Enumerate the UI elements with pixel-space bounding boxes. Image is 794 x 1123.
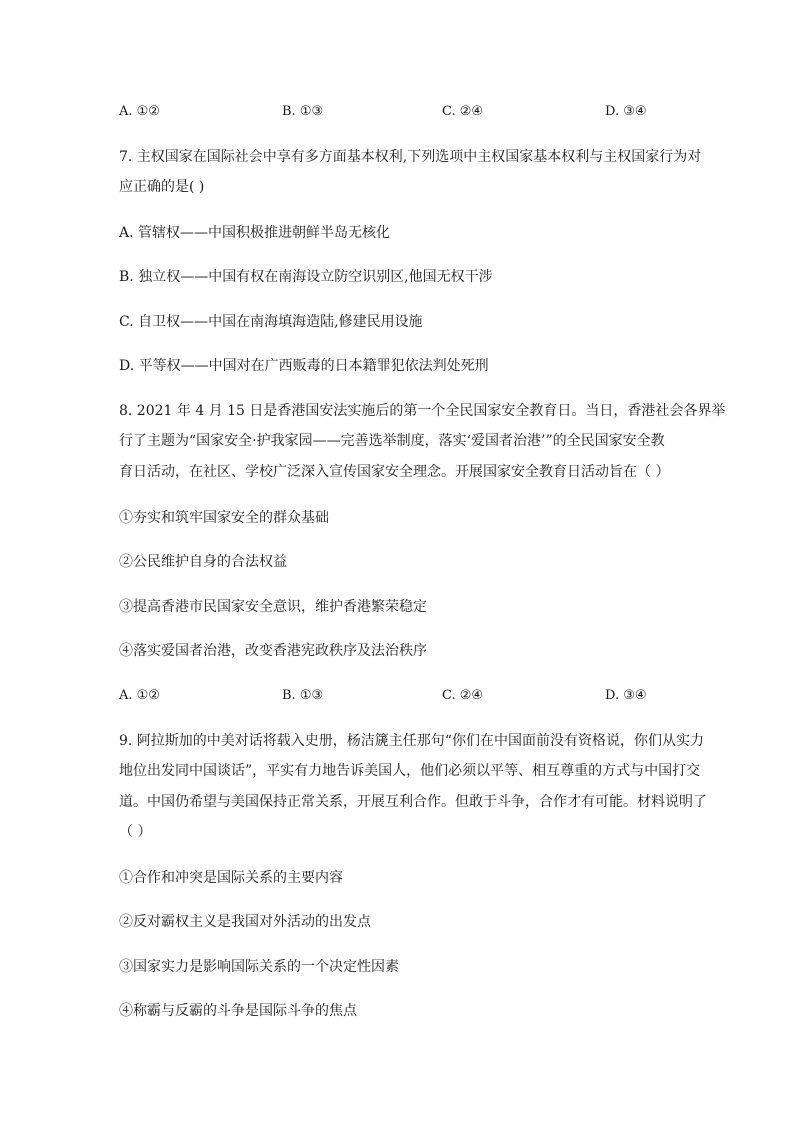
q9-stem-line4: （ ） bbox=[119, 824, 152, 840]
q9-item-3: ③国家实力是影响国际关系的一个决定性因素 bbox=[119, 959, 399, 975]
q8-stem-line3: 育日活动，在社区、学校广泛深入宣传国家安全理念。开展国家安全教育日活动旨在（ ） bbox=[119, 464, 670, 480]
q8-item-1: ①夯实和筑牢国家安全的群众基础 bbox=[119, 510, 329, 526]
q8-options bbox=[119, 687, 679, 705]
q6-options bbox=[119, 103, 679, 121]
q8-option-c[interactable]: C. ②④ bbox=[442, 688, 484, 703]
q9-item-4: ④称霸与反霸的斗争是国际斗争的焦点 bbox=[119, 1003, 357, 1019]
q9-stem-line2: 地位出发同中国谈话”，平实有力地告诉美国人，他们必须以平等、相互尊重的方式与中国打交 bbox=[119, 763, 701, 779]
q9-stem-line1: 9. 阿拉斯加的中美对话将载入史册，杨洁篪主任那句“你们在中国面前没有资格说，你们从实力 bbox=[119, 733, 704, 749]
q6-option-a[interactable]: A. ①② bbox=[119, 104, 160, 119]
q6-option-c[interactable]: C. ②④ bbox=[442, 104, 484, 119]
q7-option-d[interactable]: D. 平等权——中国对在广西贩毒的日本籍罪犯依法判处死刑 bbox=[119, 358, 489, 374]
q9-item-1: ①合作和冲突是国际关系的主要内容 bbox=[119, 870, 343, 886]
q9-item-2: ②反对霸权主义是我国对外活动的出发点 bbox=[119, 914, 371, 930]
q9-stem-line3: 道。中国仍希望与美国保持正常关系，开展互利合作。但敢于斗争，合作才有可能。材料说明了 bbox=[119, 794, 707, 810]
q8-stem-line2: 行了主题为“国家安全·护我家园——完善选举制度，落实‘爱国者治港’”的全民国家安全教 bbox=[119, 433, 665, 449]
q7-option-b[interactable]: B. 独立权——中国有权在南海设立防空识别区,他国无权干涉 bbox=[119, 269, 493, 285]
q8-option-a[interactable]: A. ①② bbox=[119, 688, 160, 703]
q8-item-3: ③提高香港市民国家安全意识，维护香港繁荣稳定 bbox=[119, 599, 427, 615]
q8-item-4: ④落实爱国者治港，改变香港宪政秩序及法治秩序 bbox=[119, 643, 427, 659]
q7-option-c[interactable]: C. 自卫权——中国在南海填海造陆,修建民用设施 bbox=[119, 314, 423, 330]
q6-option-d[interactable]: D. ③④ bbox=[605, 104, 647, 119]
q7-stem-line2: 应正确的是( ) bbox=[119, 179, 205, 195]
q7-option-a[interactable]: A. 管辖权——中国积极推进朝鲜半岛无核化 bbox=[119, 225, 391, 241]
q8-stem-line1: 8. 2021 年 4 月 15 日是香港国安法实施后的第一个全民国家安全教育日。当日，香港社会各界举 bbox=[119, 403, 726, 419]
q8-option-b[interactable]: B. ①③ bbox=[282, 688, 324, 703]
q7-stem-line1: 7. 主权国家在国际社会中享有多方面基本权利,下列选项中主权国家基本权利与主权国家行为对 bbox=[119, 149, 702, 165]
q8-option-d[interactable]: D. ③④ bbox=[605, 688, 647, 703]
q8-item-2: ②公民维护自身的合法权益 bbox=[119, 554, 287, 570]
q6-option-b[interactable]: B. ①③ bbox=[282, 104, 324, 119]
